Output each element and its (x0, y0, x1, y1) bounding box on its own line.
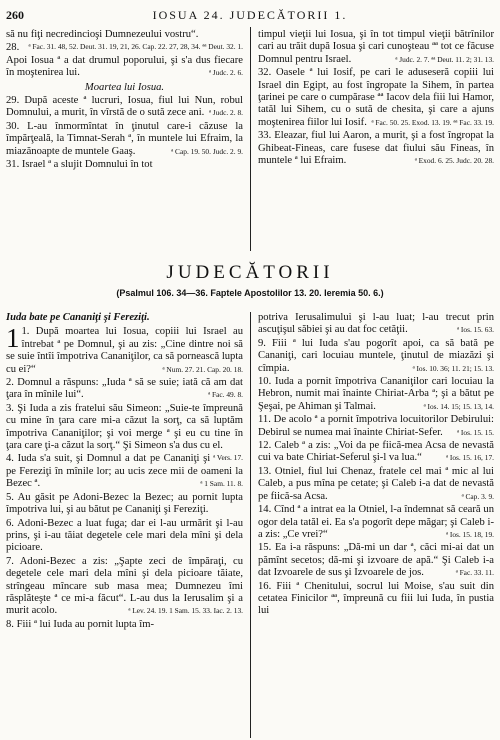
cross-reference: ª Ios. 15. 16, 17. (445, 453, 494, 463)
judges-right-column (258, 312, 494, 619)
verse-text: 8. Fiii ª lui Iuda au pornit lupta îm- (6, 618, 154, 630)
cross-reference: ª Lev. 24. 19. 1 Sam. 15. 33. Iac. 2. 13. (128, 606, 243, 616)
verse-paragraph (258, 376, 494, 413)
verse-paragraph (258, 504, 494, 541)
verse-paragraph (6, 619, 243, 631)
verse-text: 31. Israel ª a slujit Domnului în tot (6, 159, 153, 171)
cross-reference: ª Judc. 2. 6. (208, 68, 243, 78)
joshua-right-column (258, 29, 494, 168)
verse-paragraph (258, 67, 494, 129)
running-title: IOSUA 24. JUDECĂTORII 1. (152, 8, 348, 22)
joshua-right-verses (258, 29, 494, 167)
verse-text: 14. Cînd ª a intrat ea la Otniel, l-a îndemnat să ceară un ogor dela tatăl ei. Ea s'a pogorît depe măgar; şi Caleb i-a zis: „Ce vrei?“ (258, 504, 494, 540)
verse-paragraph (258, 466, 494, 503)
verse-text: 6. Adoni-Bezec a luat fuga; dar ei l-au urmărit şi l-au prins, şi i-au tăiat degetele cele mari dela mîni şi dela picioare. (6, 517, 243, 554)
verse-paragraph (6, 323, 243, 376)
verse-text: 9. Fiii ª lui Iuda s'au pogorît apoi, ca să bată pe Cananiţi, cari locuiau muntele, ţinutul de miazăzi şi cîmpia. (258, 337, 494, 374)
verse-text: 3. Şi Iuda a zis fratelui său Simeon: „Suie-te împreună cu mine în ţara care mi-a căzut la sorţ, ca să luptăm împotriva Cananiţilor; şi voi merge ª şi eu cu tine în ţara care ţi-a căzut la sorţ.“ Şi Simeon s'a dus cu el. (6, 402, 243, 452)
cross-reference: ª Fac. 33. 11. (455, 568, 494, 578)
cross-reference: ª Vers. 17. (213, 453, 243, 463)
verse-text: 28. Apoi Iosua ª a dat drumul poporului, şi s'a dus fiecare în moştenirea lui. (6, 42, 243, 79)
cross-reference: ª Fac. 31. 48, 52. Deut. 31. 19, 21, 26. Cap. 22. 27, 28, 34. ªª Deut. 32. 1. (28, 42, 243, 52)
cross-reference: ª Fac. 50. 25. Exod. 13. 19. ªª Fac. 33. 19. (371, 117, 494, 127)
verse-text: 1. După moartea lui Iosua, copiii lui Israel au întrebat ª pe Domnul, şi au zis: „Cine dintre noi să se suie întîi împotriva Cananiţilor, ca să pornească lupta cu ei?“ (6, 326, 243, 375)
verse-text: 11. De acolo ª a pornit împotriva locuitorilor Debirului: Debirul se numea mai înainte Chiriat-Sefer. (258, 414, 494, 438)
verse-paragraph (6, 556, 243, 618)
verse-paragraph (6, 29, 243, 52)
verse-paragraph (258, 338, 494, 375)
chapter-number: 1 (6, 323, 20, 354)
cross-reference: ª Judc. 2. 7. ªª Deut. 11. 2; 31. 13. (395, 54, 494, 64)
verse-text: 32. Oasele ª lui Iosif, pe cari le aduseseră copiii lui Israel din Egipt, au fost îngropate la Sihem, în partea ţarinei pe care o cumpărase ªª Iacov dela fiii lui Hamor, tatăl lui Sihem, cu o sută de chesita, şi care a ajuns moştenirea fiilor lui Iosif. (258, 67, 494, 128)
cross-reference: ª 1 Sam. 11. 8. (200, 479, 243, 489)
cross-reference: ª Judc. 2. 8. (208, 108, 243, 118)
verse-text: 29. După aceste ª lucruri, Iosua, fiul lui Nun, robul Domnului, a murit, în vîrstă de o sută zece ani. (6, 95, 243, 119)
verse-paragraph (6, 95, 243, 120)
verse-text: potriva Ierusalimului şi l-au luat; l-au trecut prin ascuţişul săbiei şi au dat foc cetăţii. (258, 312, 494, 336)
cross-reference: ª Cap. 19. 50. Judc. 2. 9. (171, 146, 243, 156)
cross-reference: ª Ios. 15. 18, 19. (445, 529, 494, 539)
column-divider-top (250, 27, 251, 251)
cross-reference: ª Fac. 49. 8. (208, 390, 243, 400)
verse-paragraph (258, 29, 494, 66)
book-cross-reference: (Psalmul 106. 34—36. Faptele Apostolilor 13. 20. Ieremia 50. 6.) (116, 288, 384, 298)
verse-text: 10. Iuda a pornit împotriva Cananiţilor cari locuiau la Hebron, numit mai înainte Chiriat-Arba ª; şi a bătut pe Şeşai, pe Ahiman şi Talmai. (258, 376, 494, 412)
judges-right-verses (258, 312, 494, 618)
verse-text: 16. Fiii ª Chenitului, socrul lui Moise, s'au suit din cetatea Finicilor ªª, împreună cu fiii lui Iuda, în pustia lui (258, 580, 494, 617)
verse-paragraph (6, 159, 243, 171)
verse-text: 30. L-au înmormîntat în ţinutul care-i căzuse la împărţeală, la Timnat-Serah ª, în muntele lui Efraim, la miazănoapte de muntele Gaaş. (6, 120, 243, 157)
verse-paragraph (258, 581, 494, 618)
verse-text: 7. Adoni-Bezec a zis: „Şapte zeci de împăraţi, cu degetele cele mari dela mîni şi dela picioare tăiate, strîngeau mîncare sub masa mea; Dumnezeu îmi răsplăteşte ª ce mi-a făcut“. L-au dus la Ierusalim şi a murit acolo. (6, 555, 243, 617)
verse-paragraph (258, 414, 494, 439)
verse-paragraph (6, 377, 243, 402)
verse-paragraph (6, 492, 243, 517)
cross-reference: ª Exod. 6. 25. Judc. 20. 28. (414, 156, 494, 166)
verse-text: timpul vieţii lui Iosua, şi în tot timpul vieţii bătrînilor cari au trăit după Iosua şi cari cunoşteau ªª tot ce făcuse Domnul pentru Israel. (258, 29, 494, 65)
verse-text: 5. Au găsit pe Adoni-Bezec la Bezec; au pornit lupta împotriva lui, şi au bătut pe Cananiţi şi Fereziţi. (6, 491, 243, 516)
section-heading-death-of-joshua: Moartea lui Iosua. (84, 81, 165, 93)
running-header (6, 8, 494, 22)
verse-text: 15. Ea i-a răspuns: „Dă-mi un dar ª, căci mi-ai dat un pămînt secetos; dă-mi şi izvoare de apă.“ Şi Caleb i-a dat Izvoarele de sus şi Izvoarele de jos. (258, 542, 494, 579)
cross-reference: ª Ios. 15. 15. (457, 427, 494, 437)
verse-text: 13. Otniel, fiul lui Chenaz, fratele cel mai ª mic al lui Caleb, a pus mîna pe cetate; şi Caleb i-a dat de nevastă pe fiică-sa Acsa. (258, 465, 494, 502)
cross-reference: ª Ios. 10. 36; 11. 21; 15. 13. (412, 363, 494, 373)
verse-text: 33. Eleazar, fiul lui Aaron, a murit, şi a fost îngropat la Ghibeat-Fineas, care fusese dat fiului său Fineas, în muntele ª lui Efraim. (258, 130, 494, 167)
book-title: JUDECĂTORII (166, 262, 334, 283)
joshua-left-verses-2 (6, 95, 243, 171)
column-divider-bottom (250, 312, 251, 738)
judges-left-verses (6, 323, 243, 631)
verse-paragraph (258, 130, 494, 167)
joshua-left-column (6, 29, 243, 172)
verse-text: 4. Iuda s'a suit, şi Domnul a dat pe Cananiţi şi pe Fereziţi în mînile lor; au ucis zece mii de oameni la Bezec ª. (6, 453, 243, 490)
verse-paragraph (258, 440, 494, 465)
cross-reference: ª Cap. 3. 9. (461, 491, 494, 501)
verse-paragraph (6, 453, 243, 490)
verse-text: 2. Domnul a răspuns: „Iuda ª să se suie; iată că am dat ţara în mînile lui“. (6, 377, 243, 401)
cross-reference: ª Num. 27. 21. Cap. 20. 18. (162, 364, 243, 374)
page-number: 260 (6, 8, 24, 22)
verse-paragraph (258, 312, 494, 337)
verse-paragraph (258, 542, 494, 579)
verse-paragraph (6, 518, 243, 555)
verse-text: să nu fiţi necredincioşi Dumnezeului vostru“. (6, 29, 199, 40)
section-heading-judah-defeats: Iuda bate pe Cananiţi şi Fereziţi. (6, 312, 150, 323)
verse-paragraph (6, 121, 243, 158)
verse-paragraph (6, 402, 243, 463)
cross-reference: ª Ios. 14. 15; 15. 13, 14. (423, 401, 494, 411)
verse-text: 12. Caleb ª a zis: „Voi da pe fiică-mea Acsa de nevastă cui va bate Chiriat-Seferul şi-l va lua.“ (258, 440, 494, 464)
joshua-left-verses (6, 29, 243, 80)
judges-left-column (6, 312, 243, 632)
cross-reference: ª Ios. 15. 63. (457, 325, 494, 335)
